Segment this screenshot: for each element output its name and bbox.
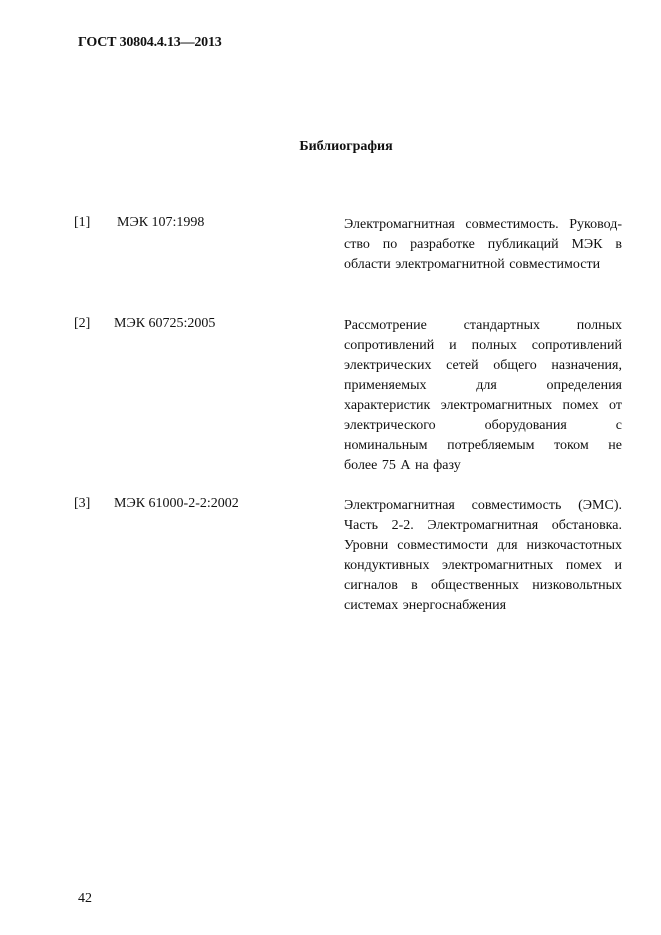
description-line: Часть 2-2. Электромагнитная обстановка. xyxy=(344,518,622,533)
description-line: сопротивлений и полных сопротивлений xyxy=(344,338,622,353)
description-line: применяемых для определения xyxy=(344,378,622,393)
entry-description xyxy=(344,316,622,476)
description-line: электрических сетей общего назначения, xyxy=(344,358,622,373)
description-line: Уровни совместимости для низкочастотных xyxy=(344,538,622,553)
description-line: Рассмотрение стандартных полных xyxy=(344,318,622,333)
entry-standard: МЭК 107:1998 xyxy=(117,215,205,230)
description-line: сигналов в общественных низковольтных xyxy=(344,578,622,593)
description-line: системах энергоснабжения xyxy=(344,598,507,613)
description-line: более 75 А на фазу xyxy=(344,458,461,473)
description-line: номинальным потребляемым током не xyxy=(344,438,622,453)
entry-description xyxy=(344,215,622,275)
description-line: области электромагнитной совместимости xyxy=(344,257,601,272)
entry-number: [1] xyxy=(74,215,91,230)
description-line: Электромагнитная совместимость. Руковод- xyxy=(344,217,622,232)
entry-number: [3] xyxy=(74,496,91,511)
section-title: Библиография xyxy=(299,139,393,154)
description-line: электрического оборудования с xyxy=(344,418,622,433)
description-line: Электромагнитная совместимость (ЭМС). xyxy=(344,498,622,513)
entry-description xyxy=(344,496,622,616)
document-header: ГОСТ 30804.4.13—2013 xyxy=(78,35,222,50)
description-line: ство по разработке публикаций МЭК в xyxy=(344,237,622,252)
entry-standard: МЭК 61000-2-2:2002 xyxy=(114,496,239,511)
entry-number: [2] xyxy=(74,316,91,331)
page-number: 42 xyxy=(78,891,92,906)
description-line: кондуктивных электромагнитных помех и xyxy=(344,558,622,573)
description-line: характеристик электромагнитных помех от xyxy=(344,398,622,413)
entry-standard: МЭК 60725:2005 xyxy=(114,316,216,331)
